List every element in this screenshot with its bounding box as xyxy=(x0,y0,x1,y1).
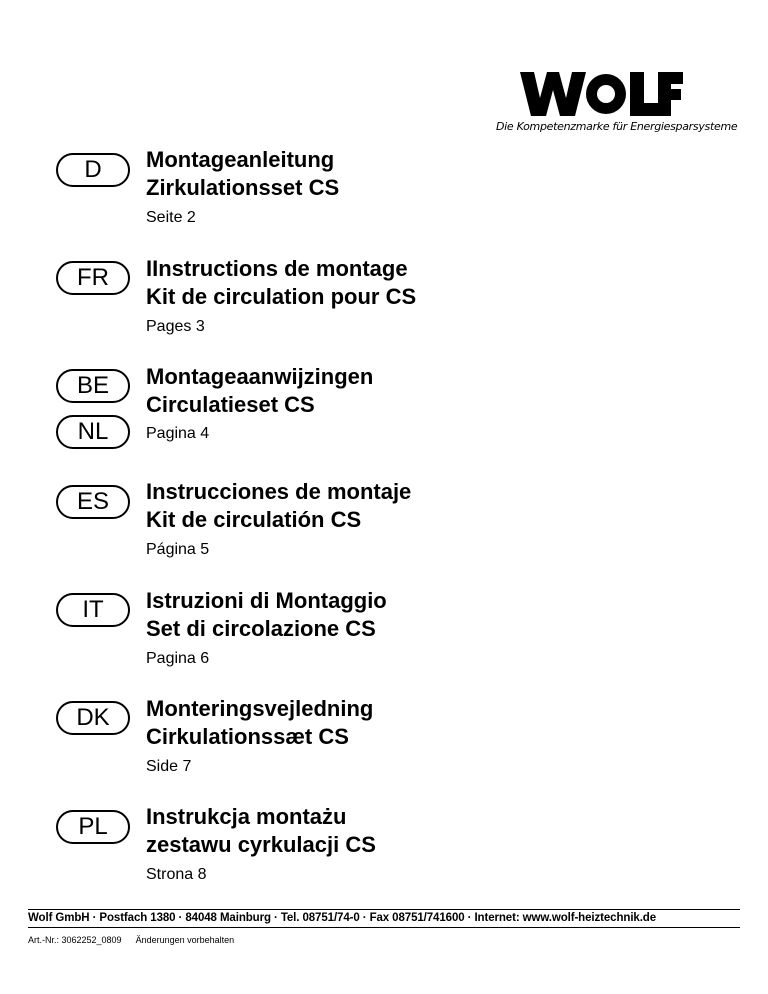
language-badge-be: BE xyxy=(56,369,130,403)
entry-title-line2: Kit de circulatión CS xyxy=(146,507,362,532)
entry-title-line1: Instrucciones de montaje xyxy=(146,479,412,504)
entry-title-line2: Kit de circulation pour CS xyxy=(146,284,417,309)
changes-note: Änderungen vorbehalten xyxy=(135,935,235,945)
entry-page-ref: Strona 8 xyxy=(146,866,207,883)
entry-title-line1: Montageaanwijzingen xyxy=(146,364,374,389)
entry-title-line1: Monteringsvejledning xyxy=(146,696,374,721)
article-number: Art.-Nr.: 3062252_0809 xyxy=(28,935,122,945)
language-badge-nl: NL xyxy=(56,415,130,449)
entry-title-line1: Instrukcja montażu xyxy=(146,804,347,829)
entry-page-ref: Pagina 4 xyxy=(146,425,210,442)
entry-page-ref: Seite 2 xyxy=(146,209,196,226)
wolf-logo xyxy=(520,72,683,116)
entry-title-line1: Montageanleitung xyxy=(146,147,335,172)
footer-company-line: Wolf GmbH · Postfach 1380 · 84048 Mainburg · Tel. 08751/74-0 · Fax 08751/741600 · Internet: www.wolf-heiztechnik.de xyxy=(28,912,657,924)
entry-title-line2: Cirkulationssæt CS xyxy=(146,724,349,749)
entry-title-line2: Zirkulationsset CS xyxy=(146,175,340,200)
entry-page-ref: Pages 3 xyxy=(146,318,205,335)
entry-title-line2: zestawu cyrkulacji CS xyxy=(146,832,376,857)
entry-title-line1: IInstructions de montage xyxy=(146,256,408,281)
entry-page-ref: Side 7 xyxy=(146,758,192,775)
language-badge-es: ES xyxy=(56,485,130,519)
language-badge-fr: FR xyxy=(56,261,130,295)
entry-title-line2: Set di circolazione CS xyxy=(146,616,376,641)
footer-divider-top xyxy=(28,909,740,910)
entry-title-line2: Circulatieset CS xyxy=(146,392,315,417)
language-badge-pl: PL xyxy=(56,810,130,844)
entry-page-ref: Página 5 xyxy=(146,541,210,558)
entry-title-line1: Istruzioni di Montaggio xyxy=(146,588,387,613)
brand-tagline: Die Kompetenzmarke für Energiesparsysteme xyxy=(496,120,738,133)
entry-page-ref: Pagina 6 xyxy=(146,650,210,667)
language-badge-de: D xyxy=(56,153,130,187)
language-badge-it: IT xyxy=(56,593,130,627)
footer-divider-bottom xyxy=(28,927,740,928)
language-badge-dk: DK xyxy=(56,701,130,735)
article-info xyxy=(28,935,234,945)
